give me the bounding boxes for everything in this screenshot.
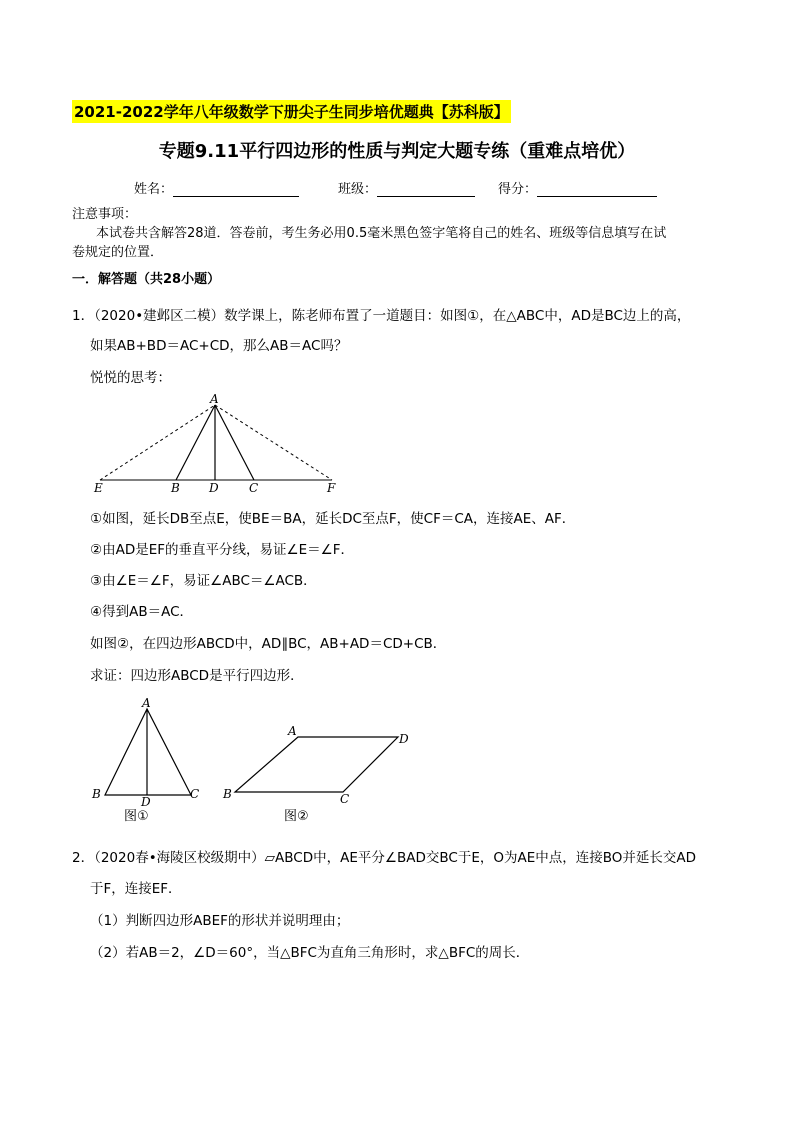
notes-line-1: 本试卷共含解答28道．答卷前，考生务必用0.5毫米黑色签字笔将自己的姓名、班级等信息填写在试: [96, 226, 667, 241]
name-field: [134, 178, 299, 197]
q2-part-1: （1）判断四边形ABEF的形状并说明理由；: [90, 913, 350, 929]
fig2-label-D: D: [399, 732, 409, 746]
q1-line-2: 如果AB+BD＝AC+CD，那么AB＝AC吗？: [90, 338, 348, 354]
figure-top-construction: [80, 392, 360, 496]
top-label-D: D: [209, 481, 219, 495]
class-field: [338, 178, 475, 197]
q1-line-3: 悦悦的思考：: [90, 370, 171, 386]
q1-step-2: ②由AD是EF的垂直平分线，易证∠E＝∠F．: [90, 542, 355, 558]
section-heading: 一．解答题（共28小题）: [72, 272, 221, 287]
q2-part-2: （2）若AB＝2，∠D＝60°，当△BFC为直角三角形时，求△BFC的周长．: [90, 945, 530, 961]
score-field: [498, 178, 657, 197]
q1-line-1: 1．（2020•建邺区二模）数学课上，陈老师布置了一道题目：如图①，在△ABC中，AD是BC边上的高，: [72, 308, 691, 324]
q1-step-1: ①如图，延长DB至点E，使BE＝BA，延长DC至点F，使CF＝CA，连接AE、AF．: [90, 511, 576, 527]
figure-2-quadrilateral: [220, 722, 420, 830]
q1-step-3: ③由∠E＝∠F，易证∠ABC＝∠ACB．: [90, 573, 317, 589]
notes-heading: 注意事项：: [72, 207, 138, 222]
fig2-caption: 图②: [284, 809, 309, 824]
figure-1-triangle: [86, 696, 216, 830]
top-label-B: B: [171, 481, 180, 495]
fig1-label-D: D: [141, 795, 151, 809]
series-banner: 2021-2022学年八年级数学下册尖子生同步培优题典【苏科版】: [72, 100, 511, 123]
q1-step-4: ④得到AB＝AC．: [90, 604, 194, 620]
fig2-label-A: A: [288, 724, 297, 738]
class-label: 班级：: [338, 182, 378, 197]
q2-line-2: 于F，连接EF．: [90, 881, 182, 897]
name-label: 姓名：: [134, 182, 174, 197]
name-blank[interactable]: [173, 182, 299, 197]
fig1-label-B: B: [92, 787, 101, 801]
top-label-F: F: [327, 481, 336, 495]
q1-line-5: 求证：四边形ABCD是平行四边形．: [90, 668, 304, 684]
class-blank[interactable]: [377, 182, 475, 197]
fig2-label-B: B: [223, 787, 232, 801]
score-label: 得分：: [498, 182, 538, 197]
fig2-label-C: C: [340, 792, 350, 806]
fig1-label-C: C: [190, 787, 200, 801]
notes-line-2: 卷规定的位置．: [72, 245, 164, 260]
q2-line-1: 2．（2020春•海陵区校级期中）▱ABCD中，AE平分∠BAD交BC于E，O为AE中点，连接BO并延长交AD: [72, 850, 697, 866]
top-label-E: E: [94, 481, 103, 495]
top-label-A: A: [210, 392, 219, 406]
score-blank[interactable]: [537, 182, 657, 197]
page-title: 专题9.11平行四边形的性质与判定大题专练（重难点培优）: [158, 141, 636, 162]
top-label-C: C: [249, 481, 259, 495]
fig1-label-A: A: [142, 696, 151, 710]
fig1-caption: 图①: [124, 809, 149, 824]
q1-line-4: 如图②，在四边形ABCD中，AD∥BC，AB+AD＝CD+CB．: [90, 636, 447, 652]
